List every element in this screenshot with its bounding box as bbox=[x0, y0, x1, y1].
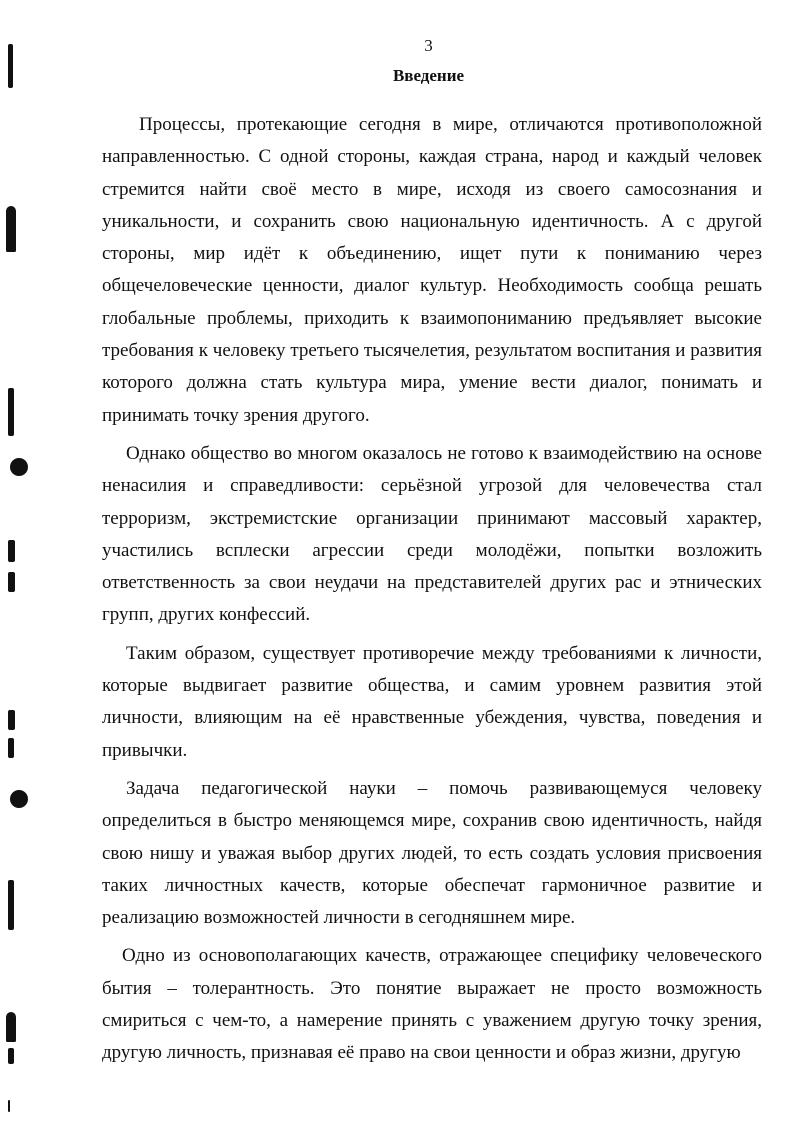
binding-mark bbox=[8, 1048, 14, 1064]
paragraph: Одно из основополагающих качеств, отражающее специфику человеческого бытия – толерантность. Это понятие выражает не просто возможность смириться с чем-то, а намерение принять с уважением другую точку зрения, другую личность, признавая её право на свои ценности и образ жизни, другую bbox=[102, 945, 762, 1064]
binding-mark bbox=[8, 44, 13, 88]
document-body bbox=[102, 109, 762, 1070]
binding-mark bbox=[8, 880, 14, 930]
paragraph: Однако общество во многом оказалось не готово к взаимодействию на основе ненасилия и справедливости: серьёзной угрозой для человечества стал терроризм, экстремистские организации принимают массовый характер, участились всплески агрессии среди молодёжи, попытки возложить ответственность за свои неудачи на представителей других рас и этнических групп, других конфессий. bbox=[102, 442, 762, 626]
binding-mark bbox=[6, 206, 16, 252]
page-number: 3 bbox=[424, 36, 433, 55]
binding-mark bbox=[8, 1100, 10, 1112]
binding-mark bbox=[8, 572, 15, 592]
binding-mark bbox=[8, 738, 14, 758]
paragraph: Процессы, протекающие сегодня в мире, отличаются противоположной направленностью. С одной стороны, каждая страна, народ и каждый человек стремится найти своё место в мире, исходя из своего самосознания и уникальности, и сохранить свою национальную идентичность. А с другой стороны, мир идёт к объединению, ищет пути к пониманию через общечеловеческие ценности, диалог культур. Необходимость сообща решать глобальные проблемы, приходить к взаимопониманию предъявляет высокие требования к человеку третьего тысячелетия, результатом воспитания и развития которого должна стать культура мира, умение вести диалог, понимать и принимать точку зрения другого. bbox=[102, 114, 762, 426]
binding-mark bbox=[8, 388, 14, 436]
page-title: Введение bbox=[392, 66, 465, 85]
punch-hole-mark bbox=[10, 790, 28, 808]
paragraph: Таким образом, существует противоречие между требованиями к личности, которые выдвигает развитие общества, и самим уровнем развития этой личности, влияющим на её нравственные убеждения, чувства, поведения и привычки. bbox=[102, 642, 762, 761]
paragraph: Задача педагогической науки – помочь развивающемуся человеку определиться в быстро меняющемся мире, сохранив свою идентичность, найдя свою нишу и уважая выбор других людей, то есть создать условия присвоения таких личностных качеств, которые обеспечат гармоничное развитие и реализацию возможностей личности в сегодняшнем мире. bbox=[102, 777, 762, 929]
binding-mark bbox=[8, 540, 15, 562]
binding-mark bbox=[6, 1012, 16, 1042]
binding-mark bbox=[8, 710, 15, 730]
punch-hole-mark bbox=[10, 458, 28, 476]
